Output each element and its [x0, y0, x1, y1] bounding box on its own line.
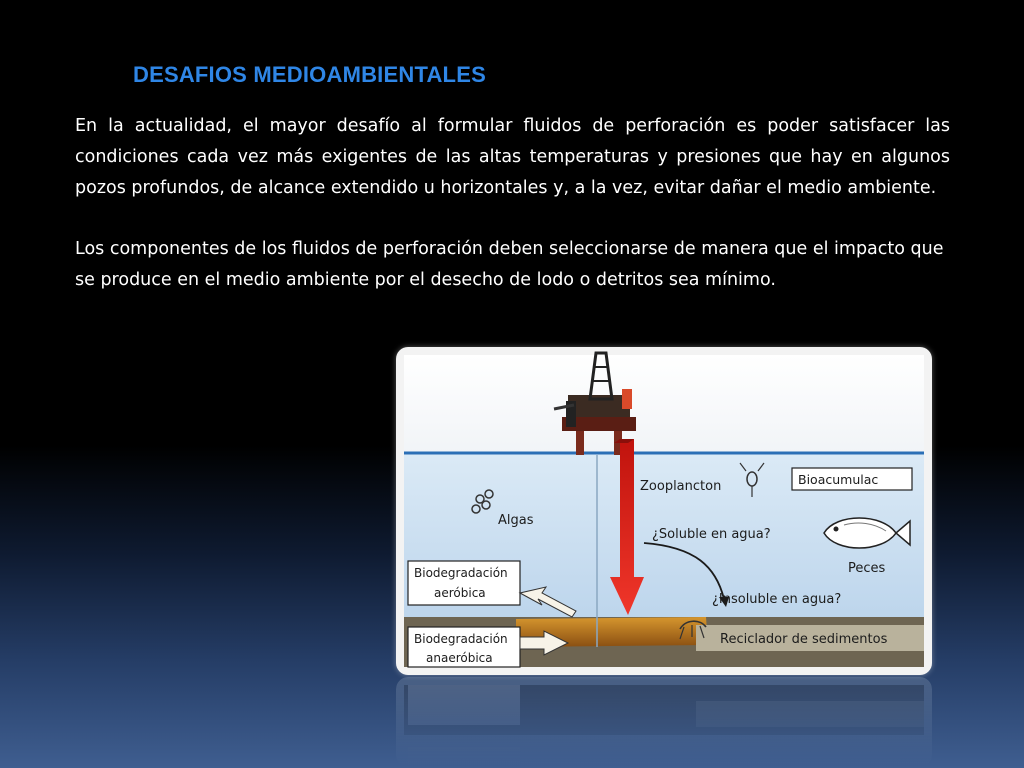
label-reciclador: Reciclador de sedimentos [720, 632, 888, 647]
label-aerobic-2: aeróbica [434, 586, 486, 600]
label-soluble: ¿Soluble en agua? [652, 527, 771, 542]
reflection-svg [396, 677, 932, 767]
environmental-diagram [396, 347, 932, 675]
label-algas: Algas [498, 513, 534, 528]
label-zooplancton: Zooplancton [640, 479, 722, 494]
sky [404, 355, 924, 455]
slide-title: DESAFIOS MEDIOAMBIENTALES [133, 62, 486, 87]
diagram-svg [396, 347, 932, 675]
label-anaerobic-2: anaeróbica [426, 651, 493, 665]
paragraph-1: En la actualidad, el mayor desafío al formular fluidos de perforación es poder satisfacer las condiciones cada vez más exigentes de las altas temperaturas y presiones que hay en algunos pozos profundos, de alcance extendido u horizontales y, a la vez, evitar dañar el medio ambiente. [75, 116, 950, 198]
diagram-reflection [396, 677, 932, 767]
label-insoluble: ¿Insoluble en agua? [712, 592, 842, 607]
slide-body [75, 111, 950, 296]
label-bioacumulac: Bioacumulac [798, 472, 879, 487]
label-aerobic-1: Biodegradación [414, 566, 508, 580]
label-anaerobic-1: Biodegradación [414, 632, 508, 646]
label-peces: Peces [848, 561, 886, 576]
paragraph-2: Los componentes de los fluidos de perforación deben seleccionarse de manera que el impacto que se produce en el medio ambiente por el desecho de lodo o detritos sea mínimo. [75, 239, 944, 290]
